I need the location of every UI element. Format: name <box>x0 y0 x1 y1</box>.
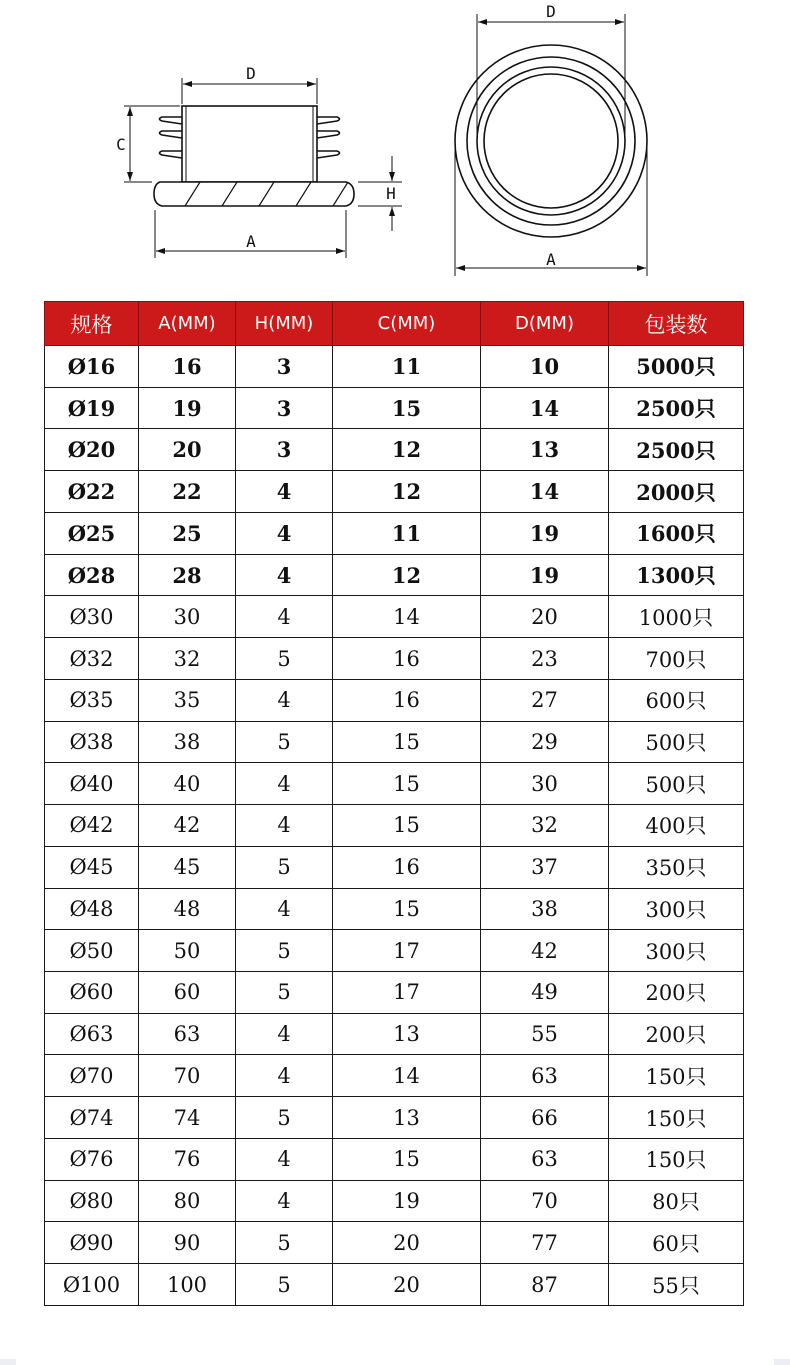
cell-a: 100 <box>139 1264 236 1306</box>
cell-d: 70 <box>481 1180 609 1222</box>
table-row <box>45 888 744 930</box>
cell-h: 4 <box>236 1013 333 1055</box>
cell-spec: Ø22 <box>45 471 139 513</box>
cell-spec: Ø35 <box>45 679 139 721</box>
technical-drawings <box>0 0 790 290</box>
cell-pack-qty: 500只 <box>609 763 744 805</box>
cell-a: 19 <box>139 387 236 429</box>
header-c: C(MM) <box>333 302 481 346</box>
cell-spec: Ø74 <box>45 1097 139 1139</box>
cell-d: 19 <box>481 512 609 554</box>
cell-pack-qty: 150只 <box>609 1097 744 1139</box>
cell-h: 4 <box>236 1180 333 1222</box>
cell-h: 5 <box>236 930 333 972</box>
cell-a: 48 <box>139 888 236 930</box>
cell-pack-qty: 2000只 <box>609 471 744 513</box>
cell-c: 16 <box>333 638 481 680</box>
cell-spec: Ø42 <box>45 805 139 847</box>
header-h: H(MM) <box>236 302 333 346</box>
cell-d: 55 <box>481 1013 609 1055</box>
cell-pack-qty: 200只 <box>609 972 744 1014</box>
cell-c: 15 <box>333 387 481 429</box>
table-row <box>45 596 744 638</box>
cell-a: 74 <box>139 1097 236 1139</box>
cell-a: 20 <box>139 429 236 471</box>
cell-c: 15 <box>333 721 481 763</box>
cell-h: 5 <box>236 972 333 1014</box>
cell-d: 49 <box>481 972 609 1014</box>
cell-a: 60 <box>139 972 236 1014</box>
cell-spec: Ø100 <box>45 1264 139 1306</box>
table-row <box>45 1180 744 1222</box>
cell-d: 14 <box>481 387 609 429</box>
cell-c: 15 <box>333 1138 481 1180</box>
cell-h: 4 <box>236 888 333 930</box>
top-label-d: D <box>546 2 556 21</box>
cell-c: 20 <box>333 1264 481 1306</box>
cell-h: 4 <box>236 596 333 638</box>
cell-spec: Ø63 <box>45 1013 139 1055</box>
table-row <box>45 763 744 805</box>
cell-a: 40 <box>139 763 236 805</box>
cell-a: 63 <box>139 1013 236 1055</box>
top-view-drawing <box>455 14 647 276</box>
cell-spec: Ø40 <box>45 763 139 805</box>
cell-pack-qty: 350只 <box>609 846 744 888</box>
cell-h: 5 <box>236 846 333 888</box>
cell-spec: Ø48 <box>45 888 139 930</box>
side-label-a: A <box>246 232 256 251</box>
table-row <box>45 721 744 763</box>
cell-c: 17 <box>333 930 481 972</box>
table-row <box>45 1055 744 1097</box>
cell-d: 19 <box>481 554 609 596</box>
cell-c: 15 <box>333 763 481 805</box>
cell-a: 30 <box>139 596 236 638</box>
table-row <box>45 429 744 471</box>
cell-d: 20 <box>481 596 609 638</box>
table-row <box>45 512 744 554</box>
cell-c: 16 <box>333 679 481 721</box>
cell-pack-qty: 80只 <box>609 1180 744 1222</box>
cell-d: 27 <box>481 679 609 721</box>
cell-a: 70 <box>139 1055 236 1097</box>
cell-h: 5 <box>236 638 333 680</box>
cell-a: 32 <box>139 638 236 680</box>
cell-c: 15 <box>333 805 481 847</box>
table-row <box>45 638 744 680</box>
cell-spec: Ø30 <box>45 596 139 638</box>
cell-h: 3 <box>236 387 333 429</box>
cell-a: 16 <box>139 346 236 388</box>
table-row <box>45 346 744 388</box>
cell-c: 14 <box>333 1055 481 1097</box>
cell-pack-qty: 1300只 <box>609 554 744 596</box>
cell-h: 4 <box>236 763 333 805</box>
cell-a: 76 <box>139 1138 236 1180</box>
cell-pack-qty: 700只 <box>609 638 744 680</box>
cell-c: 19 <box>333 1180 481 1222</box>
header-d: D(MM) <box>481 302 609 346</box>
cell-pack-qty: 60只 <box>609 1222 744 1264</box>
cell-spec: Ø90 <box>45 1222 139 1264</box>
cell-spec: Ø80 <box>45 1180 139 1222</box>
table-row <box>45 1264 744 1306</box>
cell-d: 30 <box>481 763 609 805</box>
cell-d: 14 <box>481 471 609 513</box>
cell-spec: Ø20 <box>45 429 139 471</box>
table-row <box>45 1013 744 1055</box>
cell-d: 29 <box>481 721 609 763</box>
footer-mark-right <box>774 1359 790 1365</box>
cell-a: 90 <box>139 1222 236 1264</box>
cell-c: 14 <box>333 596 481 638</box>
cell-h: 4 <box>236 554 333 596</box>
cell-h: 4 <box>236 1138 333 1180</box>
cell-d: 32 <box>481 805 609 847</box>
cell-a: 38 <box>139 721 236 763</box>
cell-a: 45 <box>139 846 236 888</box>
side-label-d: D <box>246 64 256 83</box>
table-row <box>45 1222 744 1264</box>
cell-spec: Ø70 <box>45 1055 139 1097</box>
cell-h: 5 <box>236 1097 333 1139</box>
cell-a: 42 <box>139 805 236 847</box>
cell-spec: Ø38 <box>45 721 139 763</box>
table-header-row <box>45 302 744 346</box>
cell-h: 5 <box>236 721 333 763</box>
table-row <box>45 846 744 888</box>
cell-c: 13 <box>333 1013 481 1055</box>
top-label-a: A <box>546 250 556 269</box>
cell-a: 25 <box>139 512 236 554</box>
cell-d: 10 <box>481 346 609 388</box>
cell-c: 16 <box>333 846 481 888</box>
cell-h: 4 <box>236 679 333 721</box>
cell-pack-qty: 300只 <box>609 930 744 972</box>
header-spec: 规格 <box>45 302 139 346</box>
cell-d: 66 <box>481 1097 609 1139</box>
table-row <box>45 930 744 972</box>
cell-a: 80 <box>139 1180 236 1222</box>
table-row <box>45 679 744 721</box>
cell-c: 12 <box>333 429 481 471</box>
cell-pack-qty: 1600只 <box>609 512 744 554</box>
side-label-h: H <box>386 184 396 203</box>
table-row <box>45 1097 744 1139</box>
cell-pack-qty: 200只 <box>609 1013 744 1055</box>
cell-h: 4 <box>236 1055 333 1097</box>
cell-h: 4 <box>236 512 333 554</box>
cell-a: 22 <box>139 471 236 513</box>
cell-spec: Ø32 <box>45 638 139 680</box>
table-row <box>45 387 744 429</box>
spec-table <box>44 301 744 1306</box>
header-a: A(MM) <box>139 302 236 346</box>
table-row <box>45 471 744 513</box>
cell-spec: Ø25 <box>45 512 139 554</box>
cell-d: 63 <box>481 1138 609 1180</box>
cell-d: 38 <box>481 888 609 930</box>
cell-h: 3 <box>236 346 333 388</box>
cell-spec: Ø45 <box>45 846 139 888</box>
cell-spec: Ø76 <box>45 1138 139 1180</box>
cell-c: 13 <box>333 1097 481 1139</box>
cell-pack-qty: 2500只 <box>609 429 744 471</box>
cell-spec: Ø16 <box>45 346 139 388</box>
cell-c: 11 <box>333 512 481 554</box>
cell-d: 23 <box>481 638 609 680</box>
cell-pack-qty: 1000只 <box>609 596 744 638</box>
cell-pack-qty: 5000只 <box>609 346 744 388</box>
header-pack-qty: 包装数 <box>609 302 744 346</box>
cell-d: 37 <box>481 846 609 888</box>
cell-spec: Ø50 <box>45 930 139 972</box>
cell-pack-qty: 150只 <box>609 1055 744 1097</box>
cell-c: 11 <box>333 346 481 388</box>
table-row <box>45 1138 744 1180</box>
cell-a: 50 <box>139 930 236 972</box>
cell-pack-qty: 600只 <box>609 679 744 721</box>
table-row <box>45 805 744 847</box>
cell-spec: Ø28 <box>45 554 139 596</box>
cell-h: 5 <box>236 1264 333 1306</box>
cell-spec: Ø60 <box>45 972 139 1014</box>
cell-a: 35 <box>139 679 236 721</box>
cell-pack-qty: 55只 <box>609 1264 744 1306</box>
cell-a: 28 <box>139 554 236 596</box>
cell-h: 4 <box>236 471 333 513</box>
cell-spec: Ø19 <box>45 387 139 429</box>
cell-c: 17 <box>333 972 481 1014</box>
cell-pack-qty: 400只 <box>609 805 744 847</box>
cell-pack-qty: 150只 <box>609 1138 744 1180</box>
cell-pack-qty: 500只 <box>609 721 744 763</box>
cell-d: 77 <box>481 1222 609 1264</box>
cell-d: 13 <box>481 429 609 471</box>
cell-h: 5 <box>236 1222 333 1264</box>
cell-pack-qty: 300只 <box>609 888 744 930</box>
cell-c: 15 <box>333 888 481 930</box>
cell-d: 63 <box>481 1055 609 1097</box>
cell-h: 3 <box>236 429 333 471</box>
cell-h: 4 <box>236 805 333 847</box>
table-row <box>45 972 744 1014</box>
table-row <box>45 554 744 596</box>
footer-mark-left <box>0 1359 16 1365</box>
cell-pack-qty: 2500只 <box>609 387 744 429</box>
cell-d: 87 <box>481 1264 609 1306</box>
cell-d: 42 <box>481 930 609 972</box>
cell-c: 12 <box>333 554 481 596</box>
side-label-c: C <box>116 135 126 154</box>
cell-c: 20 <box>333 1222 481 1264</box>
side-view-drawing <box>124 78 402 258</box>
cell-c: 12 <box>333 471 481 513</box>
